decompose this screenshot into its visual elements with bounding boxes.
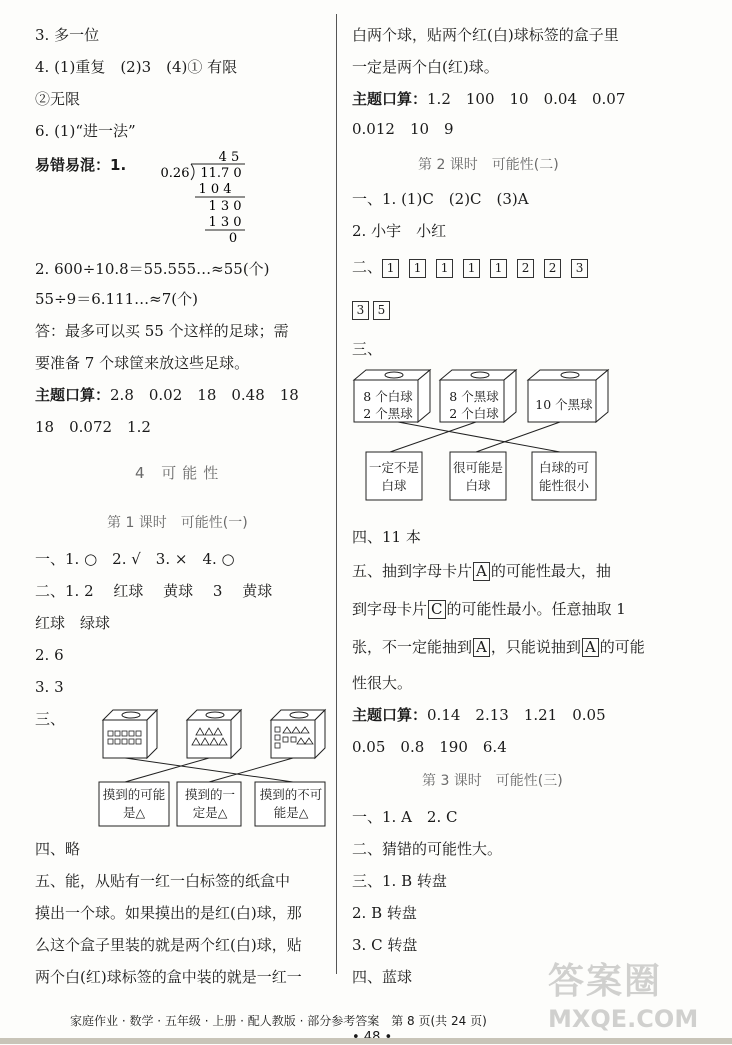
answer-line: 一、1. ○ 2. √ 3. × 4. ○ <box>35 550 235 568</box>
answer-line <box>352 598 626 620</box>
oral-calc-line: 18 0.072 1.2 <box>35 418 151 436</box>
outcome-text: 摸到的不可能是△ <box>259 787 323 820</box>
box-label <box>356 388 420 422</box>
number-box: 2 <box>544 259 561 278</box>
lesson-title: 第 3 课时 可能性(三) <box>422 773 563 789</box>
lesson-title: 第 2 课时 可能性(二) <box>418 157 559 173</box>
letter-card: A <box>473 562 490 581</box>
division-quotient: 4 5 <box>218 150 240 165</box>
watermark-logo <box>548 960 716 1042</box>
section-label: 二、 <box>352 258 383 276</box>
page-footer: 家庭作业 · 数学 · 五年级 · 上册 · 配人教版 · 部分参考答案 第 8 页(共 24 页) <box>70 1014 487 1028</box>
outcome-text: 摸到的可能是△ <box>102 787 166 820</box>
number-box: 3 <box>352 301 369 320</box>
box-label-line: 8 个白球 <box>363 389 413 404</box>
oral-calc-values: 2.8 0.02 18 0.48 18 <box>110 386 299 404</box>
error-label: 易错易混： <box>35 156 111 174</box>
text-run: 的可能 <box>599 638 645 656</box>
text-run: 的可能性最大，抽 <box>490 562 611 580</box>
long-division <box>153 146 253 246</box>
answer-line: 一、1. (1)C (2)C (3)A <box>352 190 529 208</box>
answer-line: 二、猜错的可能性大。 <box>352 840 503 858</box>
box-label <box>442 388 506 422</box>
connector-lines <box>390 422 560 452</box>
answer-line: 三、 <box>35 710 66 728</box>
answer-line: 三、 <box>352 340 383 358</box>
text-run: ，只能说抽到 <box>490 638 581 656</box>
answer-line <box>352 560 611 582</box>
connector-lines <box>125 758 293 782</box>
number-box: 1 <box>490 259 507 278</box>
answer-line: 红球 绿球 <box>35 614 111 632</box>
answer-line: 一定是两个白(红)球。 <box>352 58 499 76</box>
letter-card: A <box>582 638 599 657</box>
box-squares <box>103 710 157 758</box>
answer-line: 么这个盒子里装的就是两个红(白)球，贴 <box>35 936 302 954</box>
answer-line: 性很大。 <box>352 674 413 692</box>
box-label-line: 2 个黑球 <box>363 406 413 421</box>
division-step: 1 0 4 <box>198 182 232 197</box>
text-run: 到字母卡片 <box>352 600 428 618</box>
number-box: 5 <box>373 301 390 320</box>
watermark-text: 答案圈 <box>548 961 663 1002</box>
answer-line: 摸出一个球。如果摸出的是红(白)球，那 <box>35 904 302 922</box>
answer-line: 二、1. 2 红球 黄球 3 黄球 <box>35 582 273 600</box>
answer-line: 三、1. B 转盘 <box>352 872 447 890</box>
division-step: 1 3 0 <box>208 199 242 214</box>
answer-line: 四、略 <box>35 840 81 858</box>
answer-line: 答：最多可以买 55 个这样的足球；需 <box>35 322 289 340</box>
oral-calc-line: 0.012 10 9 <box>352 120 454 138</box>
letter-card: A <box>473 638 490 657</box>
outcome-text: 白球的可能性很小 <box>538 460 589 493</box>
number-box: 2 <box>517 259 534 278</box>
text-run: 张，不一定能抽到 <box>352 638 473 656</box>
outcome-text: 很可能是白球 <box>452 460 503 493</box>
number-box: 1 <box>409 259 426 278</box>
oral-calc-line <box>35 384 299 406</box>
answer-line: 一、1. A 2. C <box>352 808 458 826</box>
oral-calc-label: 主题口算： <box>352 90 428 108</box>
number-box: 1 <box>436 259 453 278</box>
box-label-line: 8 个黑球 <box>449 389 499 404</box>
answer-line: ②无限 <box>35 90 81 108</box>
answer-line: 2. B 转盘 <box>352 904 417 922</box>
answer-line: 白两个球，贴两个红(白)球标签的盒子里 <box>352 26 619 44</box>
answer-line: 6. (1)“进一法” <box>35 122 136 140</box>
division-divisor: 0.26 <box>160 166 190 181</box>
box-triangles <box>187 710 241 758</box>
lesson-title: 第 1 课时 可能性(一) <box>107 515 248 531</box>
box-mixed <box>271 710 325 758</box>
topic-title: 4 可能性 <box>135 464 225 482</box>
oral-calc-line <box>352 704 606 726</box>
letter-card: C <box>428 600 445 619</box>
error-section-label <box>35 154 126 176</box>
oral-calc-values: 1.2 100 10 0.04 0.07 <box>427 90 626 108</box>
answer-line: 3. 3 <box>35 678 64 696</box>
outcome-text: 一定不是白球 <box>368 460 419 493</box>
oral-calc-label: 主题口算： <box>35 386 111 404</box>
answer-line: 4. (1)重复 (2)3 (4)① 有限 <box>35 58 238 76</box>
division-remainder: 0 <box>228 231 238 246</box>
answer-line: 55÷9＝6.111…≈7(个) <box>35 290 198 308</box>
answer-line: 2. 小宇 小红 <box>352 222 447 240</box>
page-edge <box>0 1038 732 1044</box>
oral-calc-line <box>352 88 625 110</box>
box-label: 10 个黑球 <box>535 397 593 412</box>
error-number: 1. <box>110 156 127 174</box>
answer-line <box>352 636 645 658</box>
answer-line: 2. 6 <box>35 646 64 664</box>
number-box: 3 <box>571 259 588 278</box>
watermark-url: MXQE.COM <box>548 1005 699 1033</box>
oral-calc-label: 主题口算： <box>352 706 428 724</box>
number-box: 1 <box>463 259 480 278</box>
answer-line: 两个白(红)球标签的盒中装的就是一红一 <box>35 968 302 986</box>
oral-calc-values: 0.14 2.13 1.21 0.05 <box>427 706 606 724</box>
answer-line: 3. C 转盘 <box>352 936 418 954</box>
answer-line: 四、11 本 <box>352 528 421 546</box>
division-dividend: 11.7 0 <box>200 166 242 181</box>
box-label-line: 2 个白球 <box>449 406 499 421</box>
division-step: 1 3 0 <box>208 215 242 230</box>
number-box-row <box>352 256 598 278</box>
number-box-row <box>352 298 400 320</box>
answer-line: 要准备 7 个球筐来放这些足球。 <box>35 354 250 372</box>
answer-line: 四、蓝球 <box>352 968 413 986</box>
text-run: 的可能性最小。任意抽取 1 <box>446 600 626 618</box>
outcome-text: 摸到的一定是△ <box>184 787 235 820</box>
oral-calc-line: 0.05 0.8 190 6.4 <box>352 738 507 756</box>
answer-line: 3. 多一位 <box>35 26 100 44</box>
answer-line: 2. 600÷10.8＝55.555…≈55(个) <box>35 260 270 278</box>
number-box: 1 <box>382 259 399 278</box>
text-run: 五、抽到字母卡片 <box>352 562 473 580</box>
answer-line: 五、能，从贴有一红一白标签的纸盒中 <box>35 872 291 890</box>
